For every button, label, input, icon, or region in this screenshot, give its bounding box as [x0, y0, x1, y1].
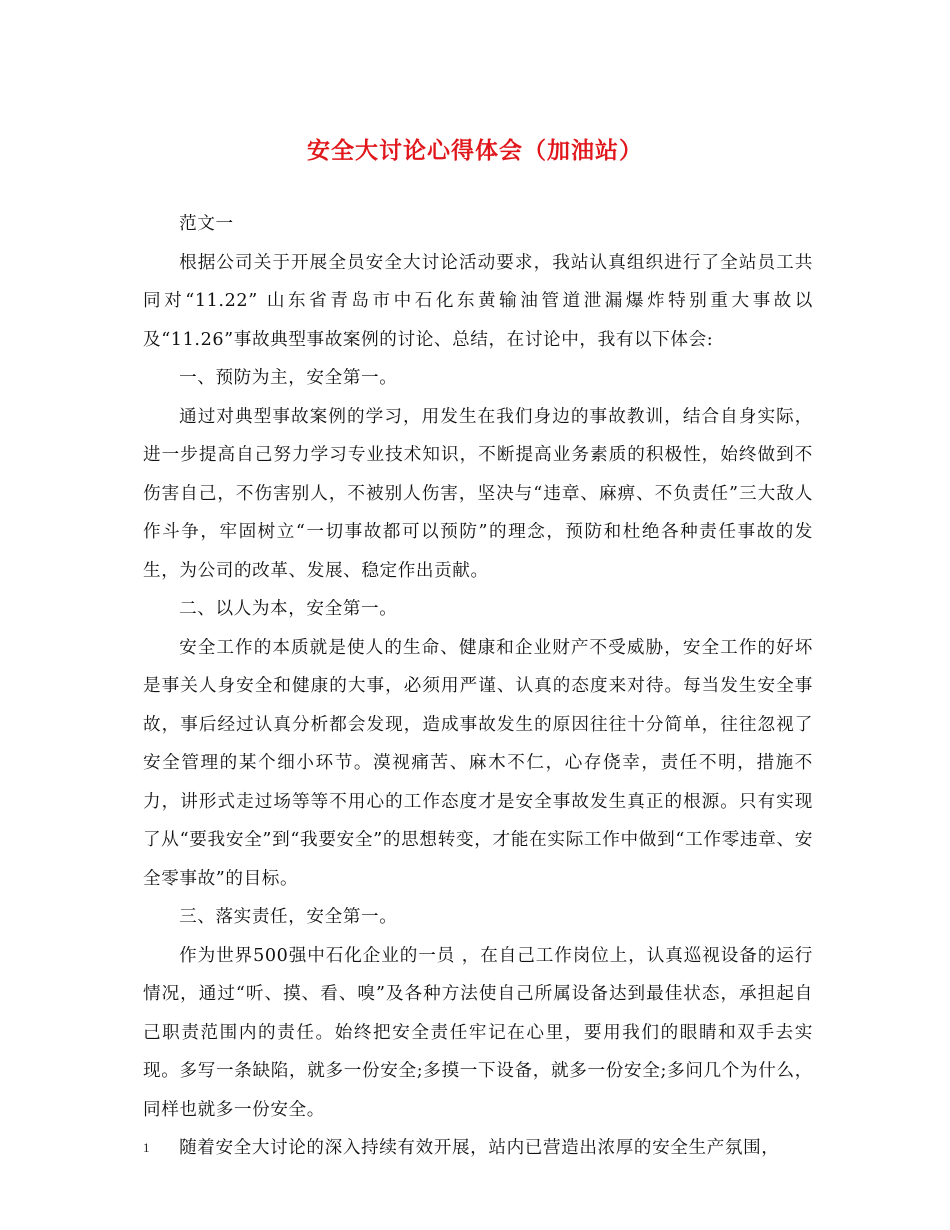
document-title: 安全大讨论心得体会（加油站）	[307, 138, 643, 164]
paragraph-continuation: 随着安全大讨论的深入持续有效开展，站内已营造出浓厚的安全生产氛围，	[179, 1138, 780, 1158]
document-body	[143, 205, 813, 1168]
paragraph-label: 范文一	[179, 214, 234, 234]
paragraph-intro: 根据公司关于开展全员安全大讨论活动要求，我站认真组织进行了全站员工共同对“11.22” 山东省青岛市中石化东黄输油管道泄漏爆炸特别重大事故以及“11.26”事故典型事故案例的讨论、总结，在讨论中，我有以下体会:	[143, 252, 813, 350]
paragraph-section-3: 作为世界500强中石化企业的一员 ，在自己工作岗位上，认真巡视设备的运行情况，通过“听、摸、看、嗅”及各种方法使自己所属设备达到最佳状态，承担起自己职责范围内的责任。始终把安全责任牢记在心里，要用我们的眼睛和双手去实现。多写一条缺陷，就多一份安全;多摸一下设备，就多一份安全;多问几个为什么，同样也就多一份安全。	[143, 945, 813, 1120]
section-heading-3: 三、落实责任，安全第一。	[179, 907, 398, 927]
section-heading-1: 一、预防为主，安全第一。	[179, 368, 398, 388]
page-number: 1	[143, 1140, 150, 1155]
paragraph-section-1: 通过对典型事故案例的学习，用发生在我们身边的事故教训，结合自身实际，进一步提高自己努力学习专业技术知识，不断提高业务素质的积极性，始终做到不伤害自己，不伤害别人，不被别人伤害，坚决与“违章、麻痹、不负责任”三大敌人作斗争，牢固树立“一切事故都可以预防”的理念，预防和杜绝各种责任事故的发生，为公司的改革、发展、稳定作出贡献。	[143, 406, 813, 581]
paragraph-section-2: 安全工作的本质就是使人的生命、健康和企业财产不受威胁，安全工作的好坏是事关人身安全和健康的大事，必须用严谨、认真的态度来对待。每当发生安全事故，事后经过认真分析都会发现，造成事故发生的原因往往十分简单，往往忽视了安全管理的某个细小环节。漠视痛苦、麻木不仁，心存侥幸，责任不明，措施不力，讲形式走过场等等不用心的工作态度才是安全事故发生真正的根源。只有实现了从“要我安全”到“我要安全”的思想转变，才能在实际工作中做到“工作零违章、安全零事故”的目标。	[143, 637, 813, 889]
section-heading-2: 二、以人为本，安全第一。	[179, 599, 398, 619]
